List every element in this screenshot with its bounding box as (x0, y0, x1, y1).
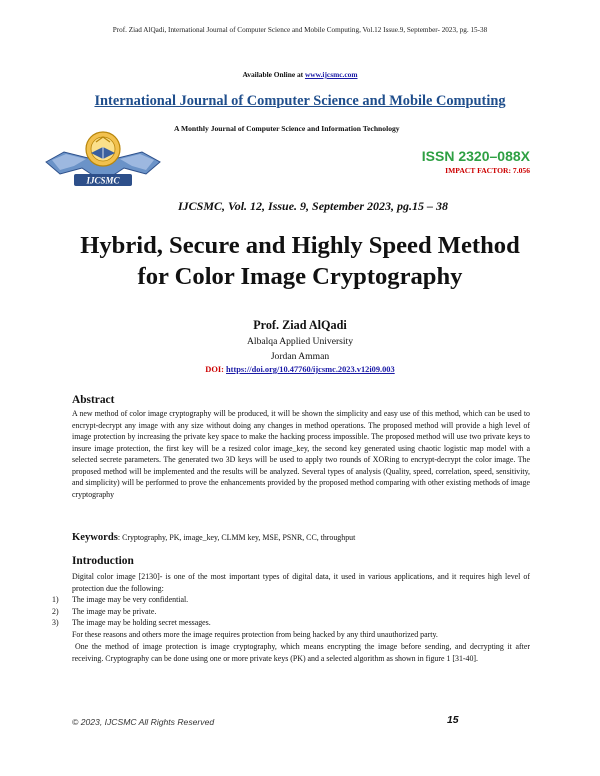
paper-title-line-1: Hybrid, Secure and Highly Speed Method (80, 232, 520, 259)
abstract-heading: Abstract (72, 394, 115, 406)
introduction-paragraph: Digital color image [2130]- is one of the most important types of digital data, it used in various applications, and it requires high level of protection due the following: (72, 572, 530, 593)
author-affiliation: Albalqa Applied University (246, 336, 354, 347)
introduction-list (52, 594, 532, 629)
doi (0, 365, 600, 374)
footer-copyright: © 2023, IJCSMC All Rights Reserved (72, 717, 215, 727)
introduction-paragraph: For these reasons and others more the image requires protection from being hacked by any third unauthorized party. (72, 630, 438, 639)
doi-link[interactable]: https://doi.org/10.47760/ijcsmc.2023.v12i09.003 (226, 365, 395, 374)
available-prefix: Available Online at (242, 70, 305, 79)
list-text: The image may be holding secret messages. (72, 618, 211, 628)
keywords-text: : Cryptography, PK, image_key, CLMM key, MSE, PSNR, CC, throughput (117, 533, 356, 542)
journal-title[interactable]: International Journal of Computer Science and Mobile Computing (94, 93, 506, 109)
abstract-text: A new method of color image cryptography will be produced, it will be shown the simplicity and easy use of this method, which can be used to encrypt-decrypt any image with any size without doing any changes in method operations. The proposed method will provide a high level of image protection by increasing the private key space to make the hacking process impossible. The proposed method will use two private keys to insure image protection, the first key will be a resized color image_key, the second key generated using chaotic logistic map model with a selected secrete parameters. The generated two 3D keys will be used to apply two rounds of XORing to encrypt-decrypt the color image. The proposed method will be implemented and the results will be analyzed. Several types of analysis (Quality, speed, correlation, speed, sensitivity, and simplicity) will be performed to prove the enhancements provided by the proposed method comparing with other existing methods of image cryptography (72, 409, 530, 499)
author-name: Prof. Ziad AlQadi (253, 318, 347, 332)
journal-website-link[interactable]: www.ijcsmc.com (304, 70, 358, 79)
author-location: Jordan Amman (270, 351, 330, 362)
running-header: Prof. Ziad AlQadi, International Journal of Computer Science and Mobile Computing, Vol.12 Issue.9, September- 2023, pg. 15-38 (112, 26, 488, 34)
impact-factor: IMPACT FACTOR: 7.056 (445, 166, 530, 175)
paper-title-line-2: for Color Image Cryptography (137, 263, 463, 290)
journal-subtitle: A Monthly Journal of Computer Science and Information Technology (174, 124, 400, 133)
issn: ISSN 2320–088X (421, 148, 530, 164)
list-item (52, 594, 532, 606)
introduction-heading: Introduction (72, 555, 134, 567)
list-text: The image may be very confidential. (72, 595, 189, 604)
list-item (52, 606, 532, 618)
citation-line: IJCSMC, Vol. 12, Issue. 9, September 2023, pg.15 – 38 (178, 199, 449, 213)
list-number: 2) (52, 606, 59, 616)
doi-label: DOI: (205, 365, 227, 374)
list-number: 1) (52, 595, 59, 604)
keywords-label: Keywords (72, 532, 118, 543)
introduction-paragraph: One the method of image protection is image cryptography, which means encrypting the image before sending, and decrypting it after receiving. Cryptography can be done using one or more private keys (PK) and a selected algorithm as shown in figure 1 [31-40]. (72, 642, 530, 663)
page-number: 15 (447, 715, 459, 726)
journal-logo (38, 116, 168, 190)
available-online (0, 70, 600, 79)
list-item (52, 617, 532, 629)
list-number: 3) (52, 618, 59, 628)
keywords (72, 532, 532, 543)
paper-title (0, 230, 600, 292)
logo-text: IJCSMC (86, 175, 120, 186)
list-text: The image may be private. (72, 606, 157, 616)
